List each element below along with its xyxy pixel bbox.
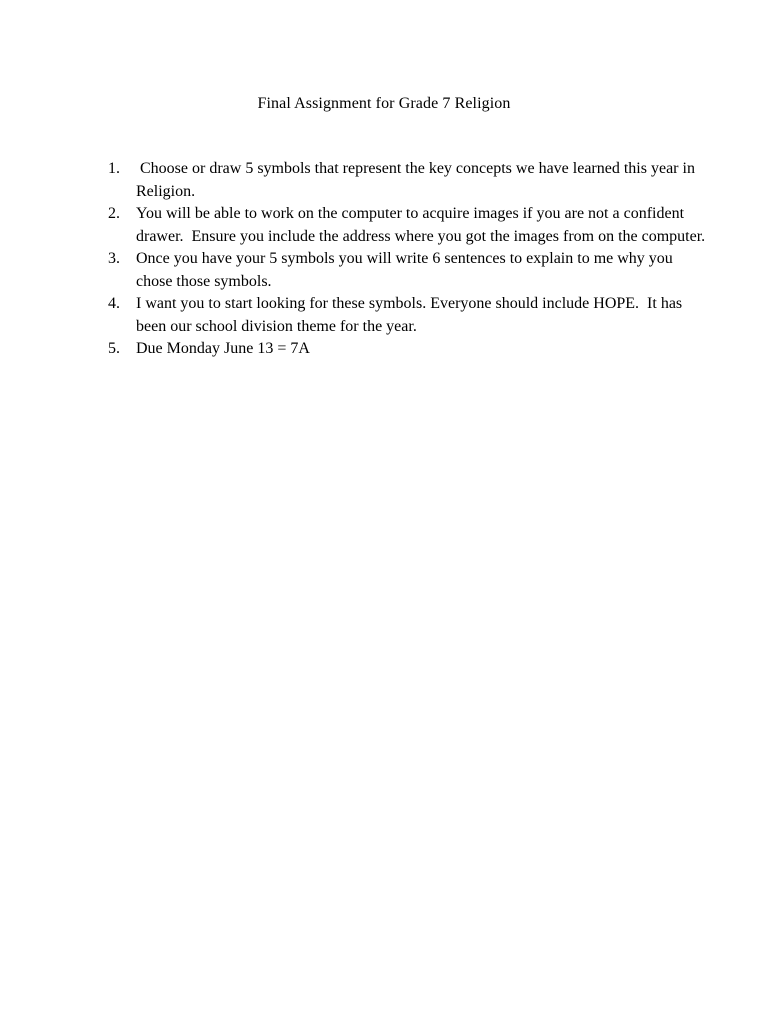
list-item bbox=[108, 248, 708, 293]
list-item-text: Choose or draw 5 symbols that represent the key concepts we have learned this year in Religion. bbox=[136, 160, 699, 200]
list-item-number: 4. bbox=[108, 295, 120, 312]
list-item bbox=[108, 293, 708, 338]
list-item bbox=[108, 338, 708, 361]
list-item-text: Once you have your 5 symbols you will write 6 sentences to explain to me why you chose those symbols. bbox=[136, 250, 673, 290]
list-item-text: Due Monday June 13 = 7A bbox=[136, 340, 310, 357]
list-item bbox=[108, 158, 708, 203]
list-item bbox=[108, 203, 708, 248]
list-item-number: 1. bbox=[108, 160, 120, 177]
list-item-number: 5. bbox=[108, 340, 120, 357]
list-item-text: You will be able to work on the computer to acquire images if you are not a confident drawer. Ensure you include the address where you got the images from on the computer. bbox=[136, 205, 706, 245]
list-item-number: 3. bbox=[108, 250, 120, 267]
document-title: Final Assignment for Grade 7 Religion bbox=[257, 95, 511, 112]
assignment-list bbox=[108, 158, 708, 361]
list-item-number: 2. bbox=[108, 205, 120, 222]
list-item-text: I want you to start looking for these symbols. Everyone should include HOPE. It has been our school division theme for the year. bbox=[136, 295, 687, 335]
